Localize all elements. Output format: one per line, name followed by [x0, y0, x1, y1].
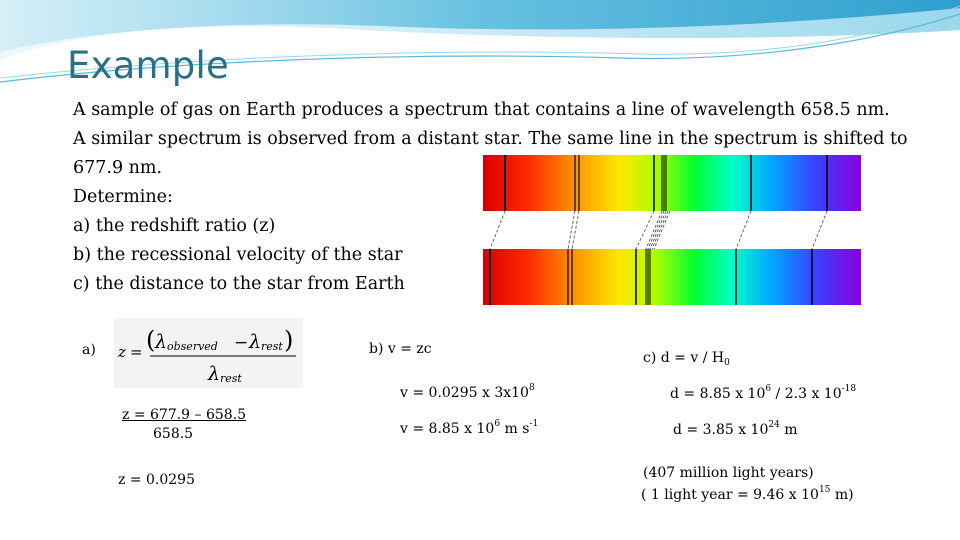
redshift-formula-graphic	[114, 318, 303, 388]
shift-connectors	[490, 211, 827, 249]
part-b-label: b) v = zc	[369, 341, 432, 357]
formula-sub-rest: rest	[261, 340, 283, 353]
formula-close-paren: )	[284, 326, 294, 354]
formula-minus: −	[234, 333, 249, 353]
problem-line: A sample of gas on Earth produces a spectrum that contains a line of wavelength 658.5 nm.	[73, 100, 890, 120]
part-c-label: c) $d = v / H_0$	[643, 350, 730, 368]
part-b-step-1: v = 0.0295 x $3x10^8$	[400, 383, 535, 401]
observed-spectrum	[483, 249, 861, 305]
slide-title: Example	[67, 44, 229, 87]
formula-sub-rest-denominator: rest	[220, 372, 242, 385]
formula-equals: =	[130, 343, 143, 361]
rest-spectrum	[483, 155, 861, 211]
part-a-numerator: z = 677.9 – 658.5	[122, 407, 247, 423]
part-c-note-conversion: ( 1 light year = 9.46 x $10^{15}$ m)	[641, 485, 854, 503]
part-c-step-1: d = 8.85 x $10^6 / 2.3$ x $10^{-18}$	[670, 384, 857, 402]
part-c-note-light-years: (407 million light years)	[643, 465, 814, 481]
formula-sub-observed: observed	[167, 340, 218, 353]
formula-lambda-denominator: λ	[208, 363, 221, 385]
formula-lambda-rest: λ	[249, 331, 262, 353]
part-a-result: z = 0.0295	[118, 472, 195, 488]
redshift-formula	[114, 318, 303, 388]
formula-lambda-observed: λ	[155, 331, 168, 353]
formula-z: z	[118, 343, 126, 361]
part-b-step-2: v = 8.85 x $10^6$ m $s^{-1}$	[400, 419, 539, 437]
part-a-denominator: 658.5	[153, 426, 194, 442]
problem-line: a) the redshift ratio (z)	[73, 216, 276, 236]
problem-line: A similar spectrum is observed from a distant star. The same line in the spectrum is shifted to	[73, 129, 908, 149]
spectrum-comparison-figure	[483, 155, 861, 305]
formula-open-paren: (	[146, 326, 156, 354]
problem-line: Determine:	[73, 187, 173, 207]
part-c-step-2: d = 3.85 x $10^{24}$ m	[673, 420, 798, 438]
part-a-label: a)	[82, 342, 96, 358]
part-a-working	[122, 406, 246, 444]
problem-line: 677.9 nm.	[73, 158, 163, 178]
problem-line: c) the distance to the star from Earth	[73, 274, 405, 294]
problem-line: b) the recessional velocity of the star	[73, 245, 403, 265]
